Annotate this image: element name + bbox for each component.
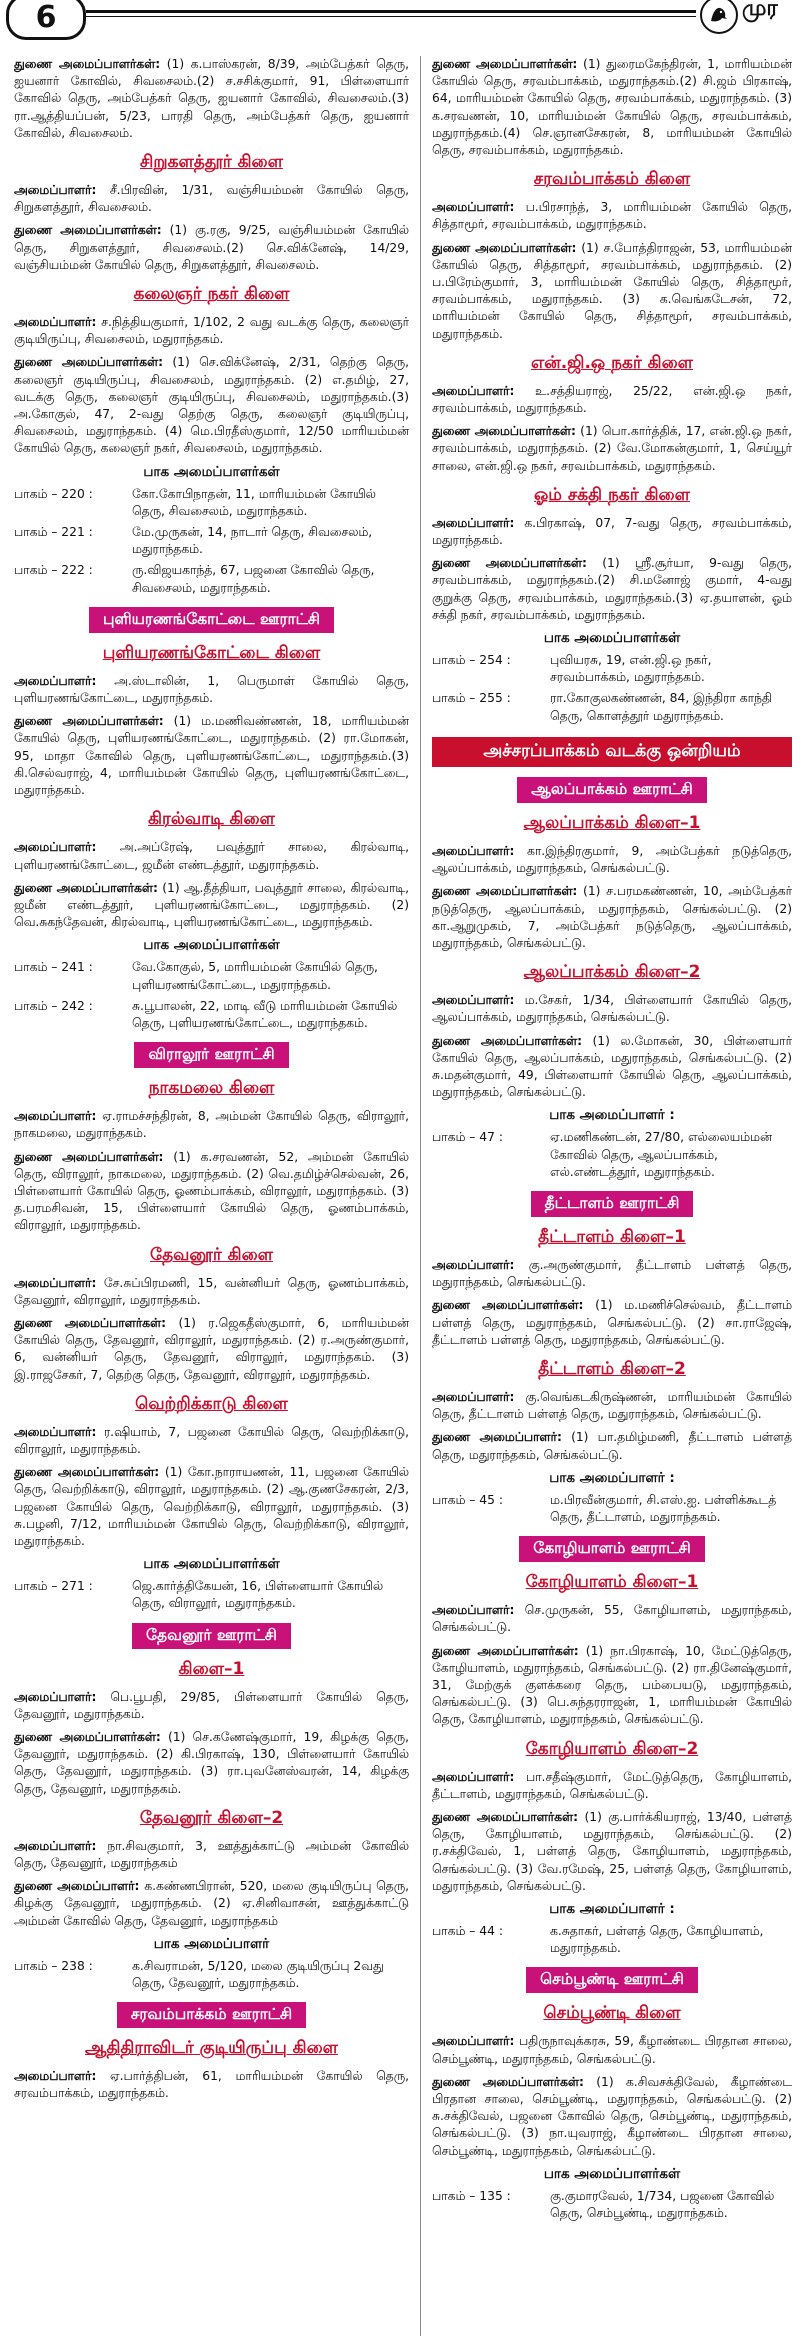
- booth-row: பாகம் – 242 : சு.பூபாலன், 22, மாடி வீடு மாரியம்மன் கோயில் தெரு, புளியரணங்கோட்டை, மதுராந்தகம்.: [14, 998, 398, 1030]
- deputy-organizers: துணை அமைப்பாளர்கள்: (1) கோ.நாராயணன், 11, பஜனை கோயில் தெரு, வெற்றிக்காடு, விராலூர், மதுராந்தகம். (2) ஆ.குணசேகரன், 2/3, பஜனை கோயில் தெரு, வெற்றிக்காடு, விராலூர், மதுராந்தகம். (3) சு.பழனி, 7/12, மாரியம்மன் கோயில் தெரு, வெற்றிக்காடு, விராலூர், மதுராந்தகம்.: [14, 1465, 409, 1548]
- right-column: [432, 56, 792, 2336]
- deputy-organizers: துணை அமைப்பாளர்கள்: (1) க.சரவணன், 52, அம்மன் கோயில் தெரு, விராலூர், நாகமலை, மதுராந்தகம். (2) வெ.தமிழ்ச்செல்வன், 26, பிள்ளையார் கோயில் தெரு, ஓணம்பாக்கம், விராலூர், மதுராந்தகம். (3) த.பரமசிவன், 15, பிள்ளையார் கோயில் தெரு, ஓணம்பாக்கம், விராலூர், மதுராந்தகம்.: [14, 1149, 409, 1233]
- branch-heading: ஆதிதிராவிடர் குடியிருப்பு கிளை: [84, 2038, 338, 2059]
- intro-paragraph: துணை அமைப்பாளர்கள்: (1) துரைமகேந்திரன், 1, மாரியம்மன் கோயில் தெரு, சரவம்பாக்கம், மதுராந்தகம்.(2) சி.ஜம் பிரகாஷ், 64, மாரியம்மன் கோயில் தெரு, சரவம்பாக்கம், மதுராந்தகம். (3) க.சரவணன், 10, மாரியம்மன் கோயில் தெரு, சரவம்பாக்கம், மதுராந்தகம்.(4) செ.ஞானசேகரன், 8, மாரியம்மன் கோயில் தெரு, சரவம்பாக்கம், மதுராந்தகம்.: [432, 57, 792, 158]
- branch-heading: தீட்டாளம் கிளை–2: [538, 1358, 686, 1379]
- organizer: அமைப்பாளர்: க.பிரகாஷ், 07, 7-வது தெரு, சரவம்பாக்கம், மதுராந்தகம்.: [432, 515, 792, 548]
- booth-row: பாகம் – 255 : ரா.கோகுலகண்ணன், 84, இந்திரா காந்தி தெரு, கொளத்தூர் மதுராந்தகம்.: [432, 691, 773, 723]
- branch-heading: கிளை–1: [178, 1658, 245, 1679]
- panchayat-band: ஆலப்பாக்கம் ஊராட்சி: [517, 777, 706, 803]
- branch-heading: சரவம்பாக்கம் கிளை: [533, 169, 691, 190]
- branch-heading: கோழியாளம் கிளை–1: [525, 1572, 699, 1593]
- branch-heading: சிறுகளத்தூர் கிளை: [140, 152, 283, 173]
- panchayat-band: தீட்டாளம் ஊராட்சி: [531, 1191, 694, 1217]
- header-rule: [86, 10, 696, 13]
- page-number: 6: [6, 0, 86, 40]
- deputy-organizers: துணை அமைப்பாளர்கள்: (1) செ.விக்னேஷ், 2/31, தெற்கு தெரு, கலைஞர் குடியிருப்பு, சிவசைலம், மதுராந்தகம். (2) எ.தமிழ், 27, வடக்கு தெரு, கலைஞர் குடியிருப்பு, சிவசைலம், மதுராந்தகம்.(3) அ.கோகுல், 47, 2-வது தெற்கு தெரு, கலைஞர் குடியிருப்பு, சிவசைலம், மதுராந்தகம். (4) மெ.பிரதீஸ்குமார், 12/50 மாரியம்மன் கோயில் தெரு, கலைஞர் நகர், சிவசைலம், மதுராந்தகம்.: [14, 355, 409, 456]
- deputy-organizers: துணை அமைப்பாளர்: க.கண்ணபிரான், 520, மலை குடியிருப்பு தெரு, கிழக்கு தேவனூர், மதுராந்தகம். (2) ஏ.சினிவாசன், ஊத்துக்காட்டு அம்மன் கோவில் தெரு, தேவனூர், மதுராந்தகம்: [14, 1879, 409, 1928]
- branch-heading: கோழியாளம் கிளை–2: [525, 1738, 699, 1759]
- booth-row: பாகம் – 45 : ம.பிரவீன்குமார், சி.எஸ்.ஐ. பள்ளிக்கூடத் தெரு, தீட்டாளம், மதுராந்தகம்.: [432, 1492, 777, 1524]
- organizer: அமைப்பாளர்: நா.சிவகுமார், 3, ஊத்துக்காட்டு அம்மன் கோவில் தெரு, தேவனூர், மதுராந்தகம்: [14, 1838, 409, 1871]
- branch-heading: வெற்றிக்காடு கிளை: [135, 1393, 288, 1414]
- branch-heading: ஓம் சக்தி நகர் கிளை: [534, 484, 690, 505]
- branch-heading: நாகமலை கிளை: [148, 1078, 275, 1099]
- branch-heading: ஆலப்பாக்கம் கிளை–2: [523, 962, 701, 983]
- left-column: [14, 56, 409, 2336]
- page-header: [0, 0, 800, 34]
- organizer: அமைப்பாளர்: உ.சத்தியராஜ், 25/22, என்.ஜி.ஒ நகர், சரவம்பாக்கம், மதுராந்தகம்.: [432, 383, 792, 416]
- organizer: அமைப்பாளர்: பா.சதீஷ்குமார், மேட்டுத்தெரு, கோழியாளம், தீட்டாளம், மதுராந்தகம், செங்கல்பட்டு.: [432, 1769, 792, 1801]
- booth-row: பாகம் – 254 : புவியரசு, 19, என்.ஜி.ஒ நகர், சரவம்பாக்கம், மதுராந்தகம்.: [432, 653, 712, 685]
- panchayat-band: விராலூர் ஊராட்சி: [134, 1042, 288, 1068]
- intro-paragraph: துணை அமைப்பாளர்கள்: (1) க.பாஸ்கரன், 8/39, அம்பேத்கர் தெரு, ஐயனார் கோவில், சிவசைலம்.(2) ச.சசிக்குமார், 91, பிள்ளையார் கோவில் தெரு, அம்பேத்கர் தெரு, ஐயனார் கோவில், சிவசைலம்.(3) ரா.ஆத்தியப்பன், 5/23, பாரதி தெரு, அம்பேத்கர் தெரு, ஐயனார் கோவில், சிவசைலம்.: [14, 57, 409, 140]
- booth-organizers-heading: பாக அமைப்பாளர்கள்: [143, 1556, 280, 1573]
- union-band: அச்சரப்பாக்கம் வடக்கு ஒன்றியம்: [432, 737, 792, 767]
- deputy-organizers: துணை அமைப்பாளர்கள்: (1) பொ.கார்த்திக், 17, என்.ஜி.ஒ நகர், சரவம்பாக்கம், மதுராந்தகம். (2) வே.மோகன்குமார், 1, செய்யூர் சாலை, என்.ஜி.ஒ நகர், சரவம்பாக்கம், மதுராந்தகம்.: [432, 424, 792, 473]
- branch-heading: செம்பூண்டி கிளை: [543, 2003, 681, 2024]
- organizer: அமைப்பாளர்: ப.பிரசாந்த், 3, மாரியம்மன் கோயில் தெரு, சித்தாமூர், சரவம்பாக்கம், மதுராந்தகம்.: [432, 200, 792, 232]
- organizer: அமைப்பாளர்: கு.அருண்குமார், தீட்டாளம் பள்ளத் தெரு, மதுராந்தகம், செங்கல்பட்டு.: [432, 1257, 792, 1290]
- booth-row: பாகம் – 271 : ஜெ.கார்த்திகேயன், 16, பிள்ளையார் கோயில் தெரு, விராலூர், மதுராந்தகம்.: [14, 1579, 384, 1611]
- booth-row: பாகம் – 220 : கோ.கோபிநாதன், 11, மாரியம்மன் கோயில் தெரு, சிவசைலம், மதுராந்தகம்.: [14, 486, 376, 518]
- organizer: அமைப்பாளர்: ஏ.பார்த்திபன், 61, மாரியம்மன் கோயில் தெரு, சரவம்பாக்கம், மதுராந்தகம்.: [14, 2069, 409, 2101]
- organizer: அமைப்பாளர்: ச.நித்தியகுமார், 1/102, 2 வது வடக்கு தெரு, கலைஞர் குடியிருப்பு, சிவசைலம், மதுராந்தகம்.: [14, 315, 409, 347]
- branch-heading: தேவனூர் கிளை: [150, 1244, 273, 1265]
- booth-organizers-heading: பாக அமைப்பாளர்: [153, 1935, 270, 1952]
- booth-row: பாகம் – 222 : ரு.விஜயகாந்த், 67, பஜனை கோவில் தெரு, சிவசைலம், மதுராந்தகம்.: [14, 563, 375, 595]
- panchayat-band: புளியரணங்கோட்டை ஊராட்சி: [89, 607, 334, 633]
- deputy-organizers: துணை அமைப்பாளர்கள்: (1) ஸ்ரீ.சூர்யா, 9-வது தெரு, சரவம்பாக்கம், மதுராந்தகம்.(2) சி.மனோஜ் குமார், 4-வது குறுக்கு தெரு, சரவம்பாக்கம், மதுராந்தகம்.(3) ஏ.தயாளன், ஓம் சக்தி நகர், சரவம்பாக்கம், மதுராந்தகம்.: [432, 556, 792, 622]
- deputy-organizers: துணை அமைப்பாளர்கள்: (1) நா.பிரகாஷ், 10, மேட்டுத்தெரு, கோழியாளம், மதுராந்தகம், செங்கல்பட்டு. (2) ரா.தினேஷ்குமார், 31, மேற்குக் குளக்கரை தெரு, பம்பையடு, மதுராந்தகம், செங்கல்பட்டு. (3) பெ.சுந்தரராஜன், 1, மாரியம்மன் கோயில் தெரு, கோழியாளம், மதுராந்தகம், செங்கல்பட்டு.: [432, 1643, 792, 1727]
- booth-row: பாகம் – 241 : வே.கோகுல், 5, மாரியம்மன் கோயில் தெரு, புளியரணங்கோட்டை, மதுராந்தகம்.: [14, 960, 378, 992]
- booth-organizers-heading: பாக அமைப்பாளர்கள்: [143, 937, 280, 954]
- booth-organizers-heading: பாக அமைப்பாளர்கள்: [143, 463, 280, 480]
- booth-organizers-heading: பாக அமைப்பாளர் :: [549, 1107, 675, 1124]
- organizer: அமைப்பாளர்: ஏ.ராமச்சந்திரன், 8, அம்மன் கோயில் தெரு, விராலூர், நாகமலை, மதுராந்தகம்.: [14, 1109, 409, 1141]
- booth-organizers-heading: பாக அமைப்பாளர்கள்: [543, 2165, 681, 2182]
- organizer: அமைப்பாளர்: பெ.பூபதி, 29/85, பிள்ளையார் கோயில் தெரு, தேவனூர், மதுராந்தகம்.: [14, 1689, 409, 1721]
- panchayat-band: தேவனூர் ஊராட்சி: [132, 1623, 291, 1649]
- deputy-organizers: துணை அமைப்பாளர்கள்: (1) ர.ஜெகதீஸ்குமார், 6, மாரியம்மன் கோயில் தெரு, தேவனூர், விராலூர், மதுராந்தகம். (2) ர.அருண்குமார், 6, வன்னியர் தெரு, தேவனூர், விராலூர், மதுராந்தகம். (3) இ.ராஜசேகர், 7, தெற்கு தெரு, தேவனூர், விராலூர், மதுராந்தகம்.: [14, 1315, 409, 1382]
- organizer: அமைப்பாளர்: சீ.பிரவின், 1/31, வஞ்சியம்மன் கோயில் தெரு, சிறுகளத்தூர், சிவசைலம்.: [14, 183, 409, 215]
- deputy-organizers: துணை அமைப்பாளர்கள்: (1) ச.போத்திராஜன், 53, மாரியம்மன் கோயில் தெரு, சித்தாமூர், சரவம்பாக்கம், மதுராந்தகம். (2) ப.பிரேம்குமார், 3, மாரியம்மன் கோயில் தெரு, சித்தாமூர், சரவம்பாக்கம், மதுராந்தகம். (3) க.வெங்கடேசன், 72, மாரியம்மன் கோயில் தெரு, சித்தாமூர், சரவம்பாக்கம், மதுராந்தகம்.: [432, 240, 792, 341]
- organizer: அமைப்பாளர்: பதிருநாவுக்கரசு, 59, கீழாண்டை பிரதான சாலை, செம்பூண்டி, மதுராந்தகம், செங்கல்பட்டு.: [432, 2034, 792, 2066]
- deputy-organizers: துணை அமைப்பாளர்: (1) பா.தமிழ்மணி, தீட்டாளம் பள்ளத் தெரு, மதுராந்தகம், செங்கல்பட்டு.: [432, 1430, 792, 1462]
- booth-row: பாகம் – 238 : க.சிவராமன், 5/120, மலை குடியிருப்பு 2வது தெரு, தேவனூர், மதுராந்தகம்.: [14, 1958, 384, 1991]
- column-divider: [420, 56, 421, 2336]
- masthead-title: முர: [742, 0, 778, 21]
- branch-heading: கிரல்வாடி கிளை: [148, 809, 275, 830]
- header-rule-thin: [86, 16, 696, 17]
- organizer: அமைப்பாளர்: அ.அப்ரேஷ், பவுத்தூர் சாலை, கிரல்வாடி, புளியரணங்கோட்டை, ஜமீன் எண்டத்தூர், மதுராந்தகம்.: [14, 840, 409, 872]
- panchayat-band: சரவம்பாக்கம் ஊராட்சி: [117, 2002, 306, 2028]
- booth-organizers-heading: பாக அமைப்பாளர்கள்: [543, 630, 681, 647]
- organizer: அமைப்பாளர்: கா.இந்திரகுமார், 9, அம்பேத்கர் நடுத்தெரு, ஆலப்பாக்கம், மதுராந்தகம், செங்கல்பட்டு.: [432, 843, 792, 876]
- deputy-organizers: துணை அமைப்பாளர்கள்: (1) செ.கணேஷ்குமார், 19, கிழக்கு தெரு, தேவனூர், மதுராந்தகம். (2) கி.பிரகாஷ், 130, பிள்ளையார் கோயில் தெரு, தேவனூர், மதுராந்தகம். (3) ரா.புவனேஸ்வரன், 14, கிழக்கு தெரு, தேவனூர், மதுராந்தகம்.: [14, 1730, 409, 1796]
- booth-row: பாகம் – 47 : ஏ.மணிகண்டன், 27/80, எல்லையம்மன் கோவில் தெரு, ஆலப்பாக்கம், எல்.எண்டத்தூர், மதுராந்தகம்.: [432, 1130, 772, 1179]
- deputy-organizers: துணை அமைப்பாளர்கள்: (1) ஆ.தீத்தியா, பவுத்தூர் சாலை, கிரல்வாடி, ஜமீன் எண்டத்தூர், புளியரணங்கோட்டை, மதுராந்தகம். (2) வெ.சுகந்தேவன், கிரல்வாடி, புளியரணங்கோட்டை, மதுராந்தகம்.: [14, 880, 409, 930]
- branch-heading: புளியரணங்கோட்டை கிளை: [102, 642, 321, 663]
- deputy-organizers: துணை அமைப்பாளர்கள்: (1) க.சிவசக்திவேல், கீழாண்டை பிரதான சாலை, செம்பூண்டி, மதுராந்தகம், செங்கல்பட்டு. (2) சு.சக்திவேல், பஜனை கோவில் தெரு, செம்பூண்டி, மதுராந்தகம், செங்கல்பட்டு. (3) நா.யுவராஜ், கீழாண்டை பிரதான சாலை, செம்பூண்டி, மதுராந்தகம், செங்கல்பட்டு.: [432, 2074, 792, 2158]
- deputy-organizers: துணை அமைப்பாளர்கள்: (1) ச.பரமகண்ணன், 10, அம்பேத்கர் நடுத்தெரு, ஆலப்பாக்கம், மதுராந்தகம், செங்கல்பட்டு. (2) கா.ஆறுமுகம், 7, அம்பேத்கர் நடுத்தெரு, ஆலப்பாக்கம், மதுராந்தகம், செங்கல்பட்டு.: [432, 884, 792, 950]
- party-emblem-icon: [700, 0, 738, 34]
- booth-organizers-heading: பாக அமைப்பாளர் :: [549, 1901, 675, 1918]
- booth-organizers-heading: பாக அமைப்பாளர் :: [549, 1469, 675, 1486]
- booth-row: பாகம் – 135 : கு.குமாரவேல், 1/734, பஜனை கோவில் தெரு, செம்பூண்டி, மதுராந்தகம்.: [432, 2188, 775, 2221]
- deputy-organizers: துணை அமைப்பாளர்கள்: (1) கு.ரகு, 9/25, வஞ்சியம்மன் கோயில் தெரு, சிறுகளத்தூர், சிவசைலம்.(2) செ.விக்னேஷ், 14/29, வஞ்சியம்மன் கோயில் தெரு, சிறுகளத்தூர், சிவசைலம்.: [14, 223, 409, 272]
- organizer: அமைப்பாளர்: செ.முருகன், 55, கோழியாளம், மதுராந்தகம், செங்கல்பட்டு.: [432, 1603, 792, 1635]
- branch-heading: கலைஞர் நகர் கிளை: [133, 284, 290, 305]
- organizer: அமைப்பாளர்: ர.ஷியாம், 7, பஜனை கோயில் தெரு, வெற்றிக்காடு, விராலூர், மதுராந்தகம்.: [14, 1424, 409, 1456]
- deputy-organizers: துணை அமைப்பாளர்கள்: (1) ல.மோகன், 30, பிள்ளையார் கோயில் தெரு, ஆலப்பாக்கம், மதுராந்தகம், செங்கல்பட்டு. (2) சு.மதன்குமார், 49, பிள்ளையார் கோயில் தெரு, ஆலப்பாக்கம், மதுராந்தகம், செங்கல்பட்டு.: [432, 1033, 792, 1100]
- organizer: அமைப்பாளர்: சே.சுப்பிரமணி, 15, வன்னியர் தெரு, ஓணம்பாக்கம், தேவனூர், விராலூர், மதுராந்தகம்.: [14, 1275, 409, 1307]
- deputy-organizers: துணை அமைப்பாளர்கள்: (1) ம.மணிச்செல்வம், தீட்டாளம் பள்ளத் தெரு, மதுராந்தகம், செங்கல்பட்டு. (2) சா.ராஜேஷ், தீட்டாளம் பள்ளத் தெரு, மதுராந்தகம், செங்கல்பட்டு.: [432, 1298, 792, 1347]
- branch-heading: தீட்டாளம் கிளை–1: [538, 1226, 686, 1247]
- booth-row: பாகம் – 44 : க.சுதாகர், பள்ளத் தெரு, கோழியாளம், மதுராந்தகம்.: [432, 1924, 764, 1956]
- panchayat-band: கோழியாளம் ஊராட்சி: [519, 1536, 705, 1562]
- branch-heading: ஆலப்பாக்கம் கிளை–1: [523, 812, 701, 833]
- branch-heading: என்.ஜி.ஒ நகர் கிளை: [530, 352, 694, 373]
- branch-heading: தேவனூர் கிளை–2: [139, 1807, 284, 1828]
- deputy-organizers: துணை அமைப்பாளர்கள்: (1) ம.மணிவண்ணன், 18, மாரியம்மன் கோயில் தெரு, புளியரணங்கோட்டை, மதுராந்தகம். (2) ரா.மோகன், 95, மாதா கோவில் தெரு, புளியரணங்கோட்டை, மதுராந்தகம்.(3) கி.செல்வராஜ், 4, மாரியம்மன் கோயில் தெரு, புளியரணங்கோட்டை, மதுராந்தகம்.: [14, 714, 409, 798]
- organizer: அமைப்பாளர்: அ.ஸ்டாலின், 1, பெருமாள் கோயில் தெரு, புளியரணங்கோட்டை, மதுராந்தகம்.: [14, 673, 409, 706]
- organizer: அமைப்பாளர்: ம.சேகர், 1/34, பிள்ளையார் கோயில் தெரு, ஆலப்பாக்கம், மதுராந்தகம், செங்கல்பட்டு.: [432, 993, 792, 1025]
- deputy-organizers: துணை அமைப்பாளர்கள்: (1) கு.பார்க்கியராஜ், 13/40, பள்ளத் தெரு, கோழியாளம், மதுராந்தகம், செங்கல்பட்டு. (2) ர.சக்திவேல், 1, பள்ளத் தெரு, கோழியாளம், மதுராந்தகம், செங்கல்பட்டு. (3) வே.ரமேஷ், 25, பள்ளத் தெரு, கோழியாளம், மதுராந்தகம், செங்கல்பட்டு.: [432, 1810, 792, 1893]
- organizer: அமைப்பாளர்: கு.வெங்கடகிருஷ்ணன், மாரியம்மன் கோயில் தெரு, தீட்டாளம் பள்ளத் தெரு, மதுராந்தகம், செங்கல்பட்டு.: [432, 1389, 792, 1422]
- panchayat-band: செம்பூண்டி ஊராட்சி: [526, 1967, 698, 1993]
- booth-row: பாகம் – 221 : மே.முருகன், 14, நாடார் தெரு, சிவசைலம், மதுராந்தகம்.: [14, 525, 373, 557]
